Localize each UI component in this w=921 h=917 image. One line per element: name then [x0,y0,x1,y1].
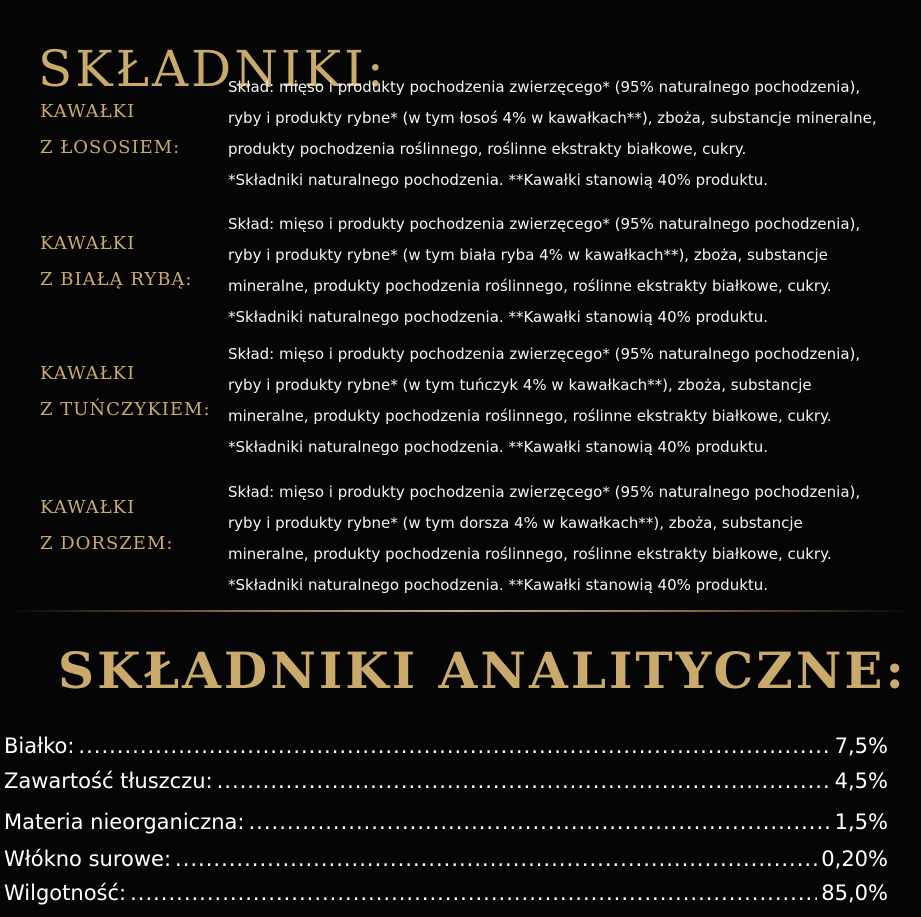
nutrient-value: 0,20% [821,847,888,871]
composition-line: produkty pochodzenia roślinnego, roślinne ekstrakty białkowe, cukry. [228,140,747,158]
composition-line: ryby i produkty rybne* (w tym tuńczyk 4% w kawałkach**), zboża, substancje [228,376,812,394]
composition-footnote: *Składniki naturalnego pochodzenia. **Kawałki stanowią 40% produktu. [228,576,769,594]
nutrient-value: 7,5% [834,734,888,758]
block-label-line1: KAWAŁKI [40,363,136,384]
block-label-salmon [40,94,180,166]
block-label-white-fish [40,226,193,298]
block-label-line2: Z DORSZEM: [40,533,174,554]
nutrient-row-fat [4,764,888,798]
dot-leader [175,842,817,876]
nutrient-row-moisture [4,876,888,910]
composition-line: mineralne, produkty pochodzenia roślinnego, roślinne ekstrakty białkowe, cukry. [228,407,832,425]
dot-leader [217,764,831,798]
block-label-line2: Z BIAŁĄ RYBĄ: [40,269,193,290]
composition-footnote: *Składniki naturalnego pochodzenia. **Kawałki stanowią 40% produktu. [228,308,769,326]
nutrient-label: Zawartość tłuszczu: [4,769,213,793]
dot-leader [78,729,830,763]
composition-line: Skład: mięso i produkty pochodzenia zwierzęcego* (95% naturalnego pochodzenia), [228,345,861,363]
block-text-tuna [228,339,918,463]
composition-line: Skład: mięso i produkty pochodzenia zwierzęcego* (95% naturalnego pochodzenia), [228,215,861,233]
block-label-line1: KAWAŁKI [40,233,136,254]
ingredients-title: SKŁADNIKI: [38,39,387,98]
nutrient-label: Białko: [4,734,75,758]
analytic-title: SKŁADNIKI ANALITYCZNE: [58,641,907,700]
composition-line: ryby i produkty rybne* (w tym biała ryba 4% w kawałkach**), zboża, substancje [228,246,828,264]
nutrient-value: 4,5% [834,769,888,793]
block-label-cod [40,490,173,562]
nutrient-label: Materia nieorganiczna: [4,810,245,834]
gold-divider [10,610,910,612]
nutrient-label: Włókno surowe: [4,847,172,871]
composition-line: mineralne, produkty pochodzenia roślinnego, roślinne ekstrakty białkowe, cukry. [228,545,832,563]
block-label-tuna [40,356,211,428]
nutrient-row-ash [4,805,888,839]
dot-leader [130,876,817,910]
block-label-line2: Z TUŃCZYKIEM: [40,399,211,420]
dot-leader [249,805,831,839]
block-label-line1: KAWAŁKI [40,497,136,518]
block-label-line1: KAWAŁKI [40,101,136,122]
block-text-white-fish [228,209,918,333]
composition-line: Skład: mięso i produkty pochodzenia zwierzęcego* (95% naturalnego pochodzenia), [228,78,861,96]
composition-footnote: *Składniki naturalnego pochodzenia. **Kawałki stanowią 40% produktu. [228,171,769,189]
composition-footnote: *Składniki naturalnego pochodzenia. **Kawałki stanowią 40% produktu. [228,438,769,456]
nutrient-row-protein [4,729,888,763]
composition-line: ryby i produkty rybne* (w tym łosoś 4% w kawałkach**), zboża, substancje mineralne, [228,109,877,127]
block-text-cod [228,477,918,601]
nutrient-label: Wilgotność: [4,881,127,905]
composition-line: mineralne, produkty pochodzenia roślinnego, roślinne ekstrakty białkowe, cukry. [228,277,832,295]
nutrient-value: 1,5% [834,810,888,834]
block-label-line2: Z ŁOSOSIEM: [40,137,181,158]
block-text-salmon [228,72,918,196]
composition-line: ryby i produkty rybne* (w tym dorsza 4% w kawałkach**), zboża, substancje [228,514,803,532]
composition-line: Skład: mięso i produkty pochodzenia zwierzęcego* (95% naturalnego pochodzenia), [228,483,861,501]
nutrient-value: 85,0% [821,881,888,905]
nutrient-row-fibre [4,842,888,876]
